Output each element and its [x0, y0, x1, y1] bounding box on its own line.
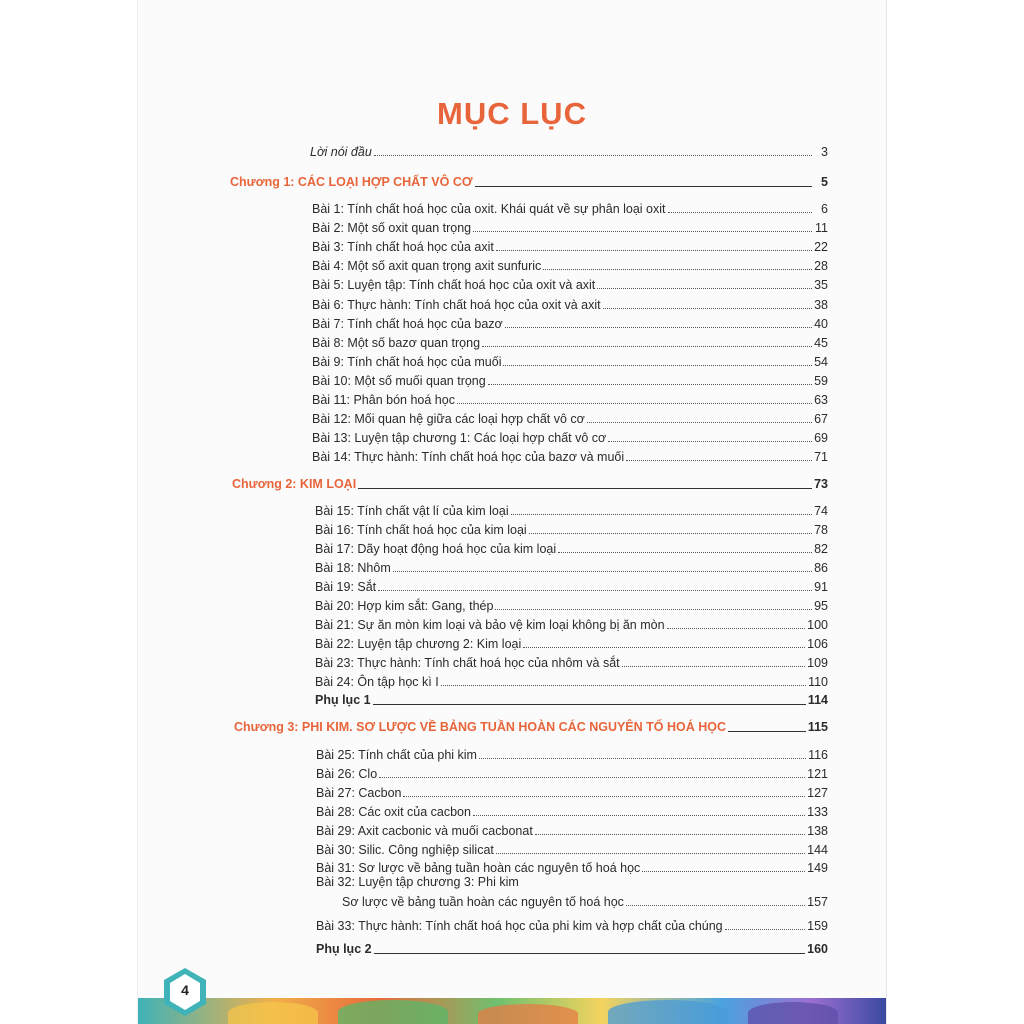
toc-lesson [312, 297, 828, 313]
appendix-label: Phụ lục 2 [316, 942, 372, 956]
toc-label: Bài 7: Tính chất hoá học của bazơ [312, 316, 503, 331]
toc-page: 45 [814, 335, 828, 350]
toc-label: Bài 14: Thực hành: Tính chất hoá học của bazơ và muối [312, 450, 625, 465]
toc-page: 159 [807, 919, 828, 933]
dot-leader [505, 327, 812, 328]
toc-page: 106 [807, 637, 828, 651]
chapter-title: Chương 2: KIM LOẠI [232, 477, 357, 491]
dot-leader [496, 250, 812, 251]
page-number: 4 [181, 982, 189, 998]
toc-label: Bài 9: Tính chất hoá học của muối [312, 354, 502, 369]
toc-chapter-1 [230, 174, 828, 190]
dot-leader [403, 796, 805, 797]
dot-leader [482, 346, 812, 347]
leader-line [358, 488, 812, 489]
toc-label: Bài 13: Luyện tập chương 1: Các loại hợp chất vô cơ [312, 431, 607, 446]
toc-lesson [312, 449, 828, 465]
toc-page: 127 [807, 785, 828, 800]
toc-label: Bài 2: Một số oxit quan trọng [312, 221, 472, 236]
leader-line [475, 186, 812, 187]
toc-preface [310, 144, 828, 160]
toc-lesson [315, 617, 828, 633]
toc-label: Bài 16: Tính chất hoá học của kim loại [315, 523, 527, 537]
toc-page: 82 [814, 542, 828, 556]
dot-leader [642, 871, 805, 872]
toc-lesson [312, 220, 828, 236]
toc-label: Bài 18: Nhôm [315, 561, 391, 575]
toc-lesson [316, 785, 828, 801]
toc-lesson [312, 430, 828, 446]
toc-page: 110 [808, 675, 828, 689]
toc-lesson [315, 636, 828, 652]
toc-label: Bài 11: Phân bón hoá học [312, 393, 455, 407]
toc-page: 54 [814, 354, 828, 369]
toc-page: 109 [807, 656, 828, 670]
toc-label: Bài 1: Tính chất hoá học của oxit. Khái quát về sự phân loại oxit [312, 202, 666, 216]
toc-label: Bài 24: Ôn tập học kì I [315, 675, 439, 689]
book-page [138, 0, 886, 1024]
toc-label: Bài 10: Một số muối quan trọng [312, 373, 486, 388]
leader-line [373, 704, 806, 705]
toc-page: 100 [807, 618, 828, 632]
toc-lesson [312, 201, 828, 217]
toc-lesson [315, 598, 828, 614]
toc-page: 144 [807, 842, 828, 857]
toc-page: 74 [814, 504, 828, 518]
dot-leader [529, 533, 812, 534]
toc-page: 40 [814, 316, 828, 331]
toc-chapter-2 [232, 476, 828, 492]
dot-leader [393, 571, 812, 572]
toc-page: 35 [814, 278, 828, 293]
toc-lesson [312, 392, 828, 408]
toc-label: Bài 26: Clo [316, 766, 378, 781]
toc-lesson [315, 541, 828, 557]
toc-label: Bài 3: Tính chất hoá học của axit [312, 240, 494, 255]
toc-page: 67 [814, 412, 828, 427]
toc-page: 157 [807, 895, 828, 909]
toc-lesson [312, 239, 828, 255]
dot-leader [379, 777, 805, 778]
toc-lesson [312, 335, 828, 351]
toc-page: 86 [814, 561, 828, 575]
toc-page: 91 [814, 580, 828, 594]
dot-leader [667, 628, 806, 629]
toc-label: Bài 25: Tính chất của phi kim [316, 748, 477, 762]
toc-page: 59 [814, 373, 828, 388]
toc-page: 133 [807, 804, 828, 819]
toc-label: Bài 21: Sự ăn mòn kim loại và bảo vệ kim loại không bị ăn mòn [315, 618, 665, 632]
toc-label: Bài 19: Sắt [315, 580, 377, 594]
dot-leader [496, 853, 805, 854]
toc-page: 28 [814, 259, 828, 274]
toc-lesson [312, 373, 828, 389]
toc-label: Bài 30: Silic. Công nghiệp silicat [316, 842, 494, 857]
toc-label: Bài 20: Hợp kim sắt: Gang, thép [315, 599, 494, 613]
decorative-footer-strip [138, 998, 886, 1024]
toc-lesson [315, 560, 828, 576]
dot-leader [725, 929, 806, 930]
toc-page: 3 [821, 145, 828, 159]
toc-label: Bài 5: Luyện tập: Tính chất hoá học của oxit và axit [312, 278, 596, 293]
leader-line [728, 731, 806, 732]
toc-page: 69 [814, 431, 828, 446]
dot-leader [608, 441, 812, 442]
toc-label: Bài 12: Mối quan hệ giữa các loại hợp chất vô cơ [312, 412, 585, 427]
toc-page: 73 [814, 477, 828, 491]
toc-page: 116 [808, 748, 828, 762]
toc-lesson [312, 277, 828, 293]
toc-lesson [315, 579, 828, 595]
toc-page: 114 [807, 693, 828, 707]
dot-leader [603, 308, 812, 309]
toc-page: 71 [814, 450, 828, 465]
dot-leader [457, 403, 812, 404]
dot-leader [587, 422, 812, 423]
toc-lesson [315, 674, 828, 690]
toc-page: 6 [821, 202, 828, 216]
dot-leader [558, 552, 812, 553]
chapter-title: Chương 1: CÁC LOẠI HỢP CHẤT VÔ CƠ [230, 175, 473, 189]
toc-label: Bài 29: Axit cacbonic và muối cacbonat [316, 823, 533, 838]
toc-label: Bài 33: Thực hành: Tính chất hoá học của phi kim và hợp chất của chúng [316, 919, 723, 933]
toc-lesson [315, 655, 828, 671]
toc-page: 63 [814, 393, 828, 407]
dot-leader [374, 155, 812, 156]
toc-appendix-2 [316, 941, 828, 957]
toc-chapter-3 [234, 719, 828, 735]
toc-lesson [312, 316, 828, 332]
dot-leader [378, 590, 812, 591]
toc-page: 78 [814, 523, 828, 537]
toc-lesson-32-line2 [342, 894, 828, 910]
dot-leader [626, 460, 812, 461]
dot-leader [543, 269, 812, 270]
toc-label: Bài 4: Một số axit quan trọng axit sunfuric [312, 259, 542, 274]
toc-lesson [315, 522, 828, 538]
dot-leader [479, 758, 806, 759]
toc-label: Sơ lược về bảng tuần hoàn các nguyên tố hoá học [342, 895, 624, 909]
toc-label: Bài 27: Cacbon [316, 785, 402, 800]
toc-label: Bài 8: Một số bazơ quan trọng [312, 335, 481, 350]
dot-leader [622, 666, 806, 667]
dot-leader [668, 212, 813, 213]
toc-label: Bài 31: Sơ lược về bảng tuần hoàn các nguyên tố hoá học [316, 861, 641, 876]
dot-leader [511, 514, 812, 515]
dot-leader [503, 365, 812, 366]
toc-lesson [312, 354, 828, 370]
dot-leader [441, 685, 806, 686]
toc-page: 95 [814, 599, 828, 613]
appendix-label: Phụ lục 1 [315, 693, 371, 707]
toc-label: Bài 22: Luyện tập chương 2: Kim loại [315, 637, 522, 651]
toc-label: Bài 17: Dãy hoạt động hoá học của kim loại [315, 542, 557, 556]
toc-page: 138 [807, 823, 828, 838]
toc-label: Lời nói đầu [310, 145, 372, 159]
toc-label: Bài 6: Thực hành: Tính chất hoá học của oxit và axit [312, 297, 601, 312]
toc-lesson [316, 842, 828, 858]
toc-lesson-33 [316, 918, 828, 934]
dot-leader [473, 231, 812, 232]
dot-leader [488, 384, 812, 385]
toc-label: Bài 28: Các oxit của cacbon [316, 804, 471, 819]
dot-leader [626, 905, 805, 906]
dot-leader [495, 609, 812, 610]
dot-leader [535, 834, 805, 835]
toc-lesson [316, 747, 828, 763]
chapter-title: Chương 3: PHI KIM. SƠ LƯỢC VỀ BẢNG TUẦN HOÀN CÁC NGUYÊN TỐ HOÁ HỌC [234, 720, 726, 734]
toc-appendix-1 [315, 692, 828, 708]
toc-page: 22 [814, 240, 828, 255]
toc-lesson-32-line1: Bài 32: Luyện tập chương 3: Phi kim [316, 875, 519, 889]
page-title: MỤC LỤC [437, 96, 587, 131]
toc-page: 160 [807, 942, 828, 956]
leader-line [374, 953, 806, 954]
toc-page: 38 [814, 297, 828, 312]
dot-leader [597, 288, 812, 289]
toc-label: Bài 15: Tính chất vật lí của kim loại [315, 504, 509, 518]
toc-page: 149 [807, 861, 828, 876]
toc-page: 11 [815, 221, 828, 236]
dot-leader [523, 647, 805, 648]
toc-lesson [316, 766, 828, 782]
toc-lesson [315, 503, 828, 519]
toc-page: 115 [807, 720, 828, 734]
toc-lesson [312, 258, 828, 274]
toc-page: 5 [821, 175, 828, 189]
toc-lesson [316, 823, 828, 839]
dot-leader [473, 815, 805, 816]
toc-page: 121 [807, 766, 828, 781]
toc-lesson [316, 804, 828, 820]
toc-lesson [312, 411, 828, 427]
toc-label: Bài 23: Thực hành: Tính chất hoá học của nhôm và sắt [315, 656, 620, 670]
